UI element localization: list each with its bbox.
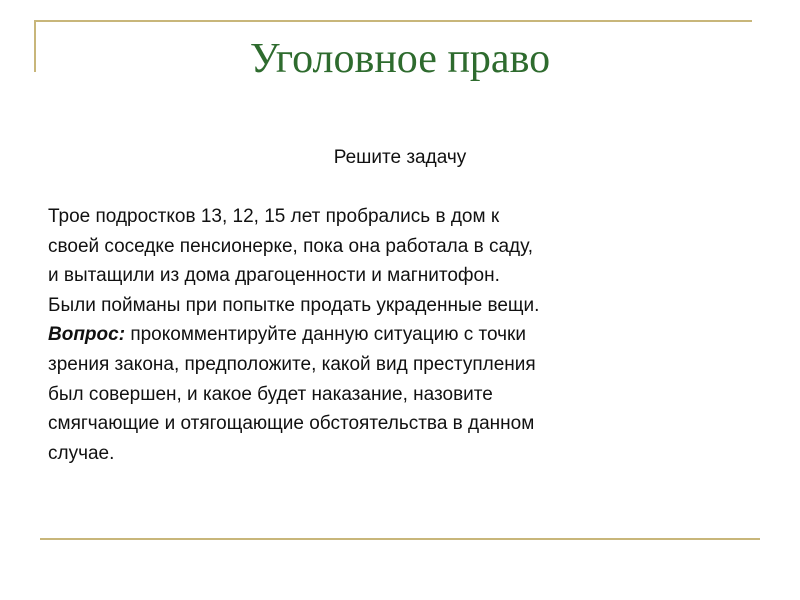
task-line-3: и вытащили из дома драгоценности и магнитофон.	[48, 265, 500, 287]
task-line-2: своей соседке пенсионерке, пока она работала в саду,	[48, 235, 533, 257]
question-text-1: прокомментируйте данную ситуацию с точки	[125, 324, 526, 346]
task-line-4: Были пойманы при попытке продать украденные вещи.	[48, 294, 540, 316]
slide-subtitle: Решите задачу	[333, 147, 467, 168]
frame-top-line	[34, 20, 752, 22]
task-text	[48, 202, 768, 468]
frame-bottom-line	[40, 538, 760, 540]
question-line-1	[48, 320, 768, 350]
question-label: Вопрос:	[48, 324, 126, 346]
task-line-1: Трое подростков 13, 12, 15 лет пробрались в дом к	[48, 206, 500, 227]
question-line-2: зрения закона, предположите, какой вид преступления	[48, 353, 536, 375]
slide-title: Уголовное право	[249, 36, 551, 82]
question-line-5: случае.	[48, 442, 115, 464]
question-line-3: был совершен, и какое будет наказание, назовите	[48, 383, 493, 405]
question-line-4: смягчающие и отягощающие обстоятельства в данном	[48, 413, 535, 435]
